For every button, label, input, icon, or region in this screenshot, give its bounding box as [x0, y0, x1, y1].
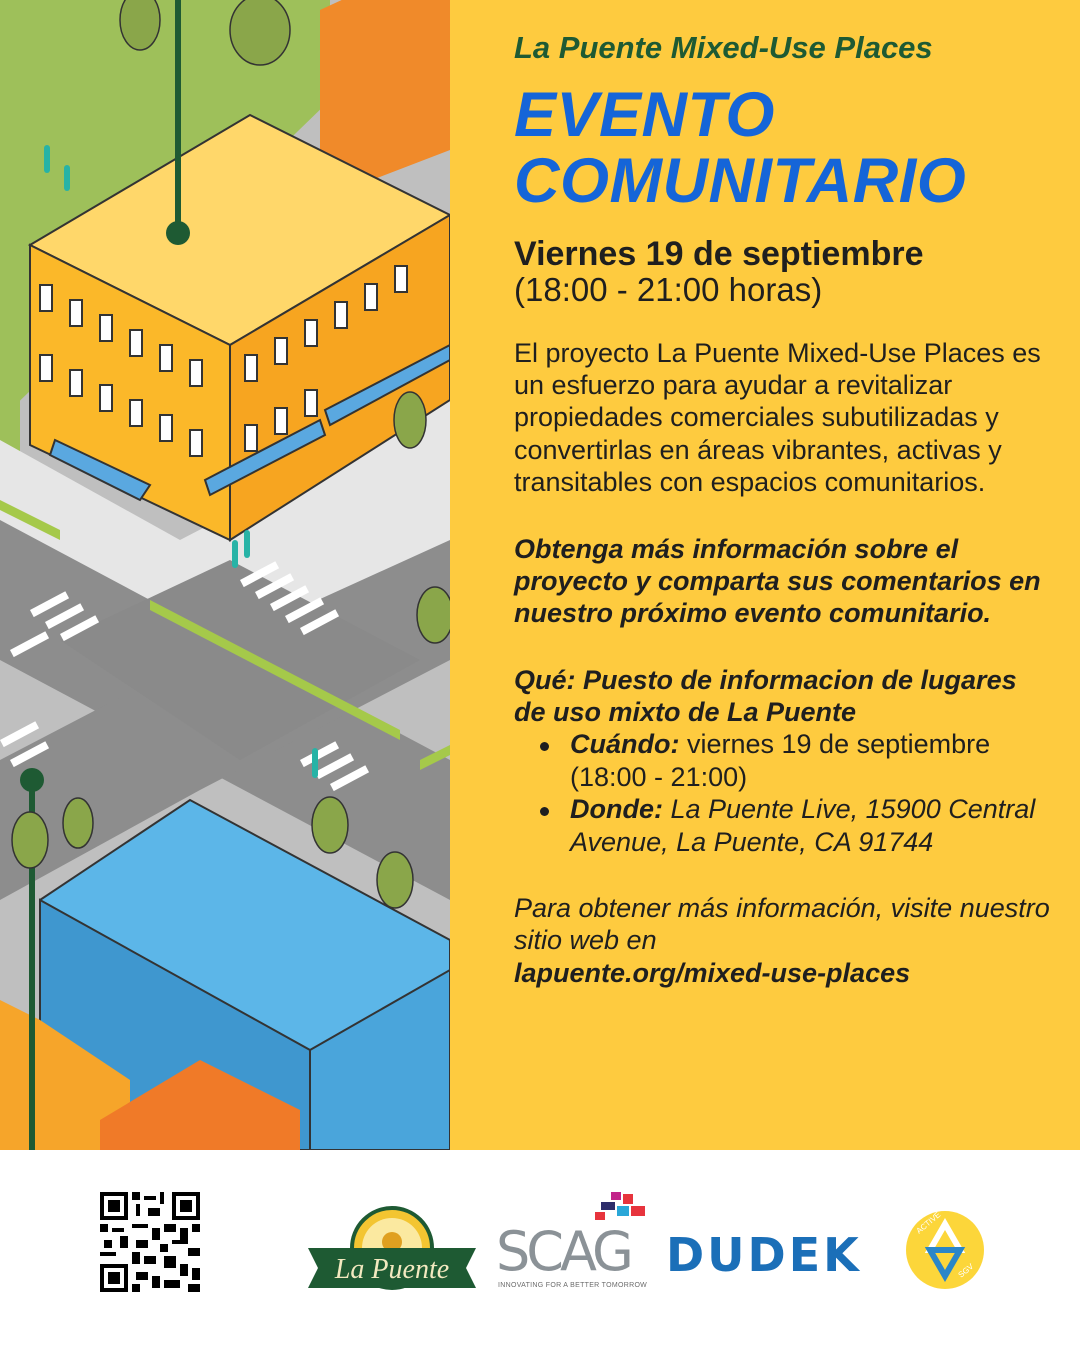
asgv-top-text: ACTIVE	[914, 1210, 943, 1236]
footer-logos	[0, 1150, 1080, 1350]
when-label: Cuándo:	[570, 729, 680, 760]
more-info-text: Para obtener más información, visite nuestro sitio web en	[514, 893, 1050, 956]
event-where-item	[536, 793, 1050, 858]
event-date: Viernes 19 de septiembre	[514, 234, 924, 273]
asgv-bottom-text: SGV	[956, 1261, 976, 1280]
event-what: Qué: Puesto de informacion de lugares de uso mixto de La Puente	[514, 664, 1017, 728]
active-sgv-logo	[905, 1210, 985, 1290]
where-label: Donde:	[570, 794, 663, 825]
street-illustration	[0, 0, 450, 1150]
event-when-item	[536, 728, 1050, 793]
scag-tagline: INNOVATING FOR A BETTER TOMORROW	[498, 1282, 648, 1289]
la-puente-logo	[306, 1200, 478, 1305]
event-title-line2: COMUNITARIO	[514, 146, 967, 217]
website-link[interactable]: lapuente.org/mixed-use-places	[514, 957, 911, 988]
when-value: viernes 19 de septiembre (18:00 - 21:00)	[570, 729, 991, 792]
dudek-logo: DUDEK	[666, 1228, 862, 1282]
project-subtitle: La Puente Mixed-Use Places	[514, 30, 933, 65]
project-description: El proyecto La Puente Mixed-Use Places es un esfuerzo para ayudar a revitalizar propiedades comerciales subutilizadas y convertirlas en áreas vibrantes, activas y transitables con espacios comunitarios.	[514, 337, 1041, 498]
call-to-action: Obtenga más información sobre el proyecto y comparta sus comentarios en nuestro próximo evento comunitario.	[514, 533, 1041, 629]
event-time: (18:00 - 21:00 horas)	[514, 271, 823, 309]
qr-code-icon[interactable]	[100, 1192, 200, 1292]
intersection-drawing	[0, 0, 450, 1150]
scag-logo-text: SCAG	[496, 1220, 630, 1283]
event-title	[514, 80, 1050, 217]
scag-logo	[496, 1190, 661, 1300]
event-title-line1: EVENTO	[514, 80, 775, 151]
where-value: La Puente Live, 15900 Central Avenue, La Puente, CA 91744	[570, 794, 1036, 857]
info-panel	[450, 0, 1080, 1150]
la-puente-logo-text: La Puente	[334, 1254, 450, 1285]
more-info	[514, 892, 1050, 989]
event-details-list	[514, 728, 1050, 858]
